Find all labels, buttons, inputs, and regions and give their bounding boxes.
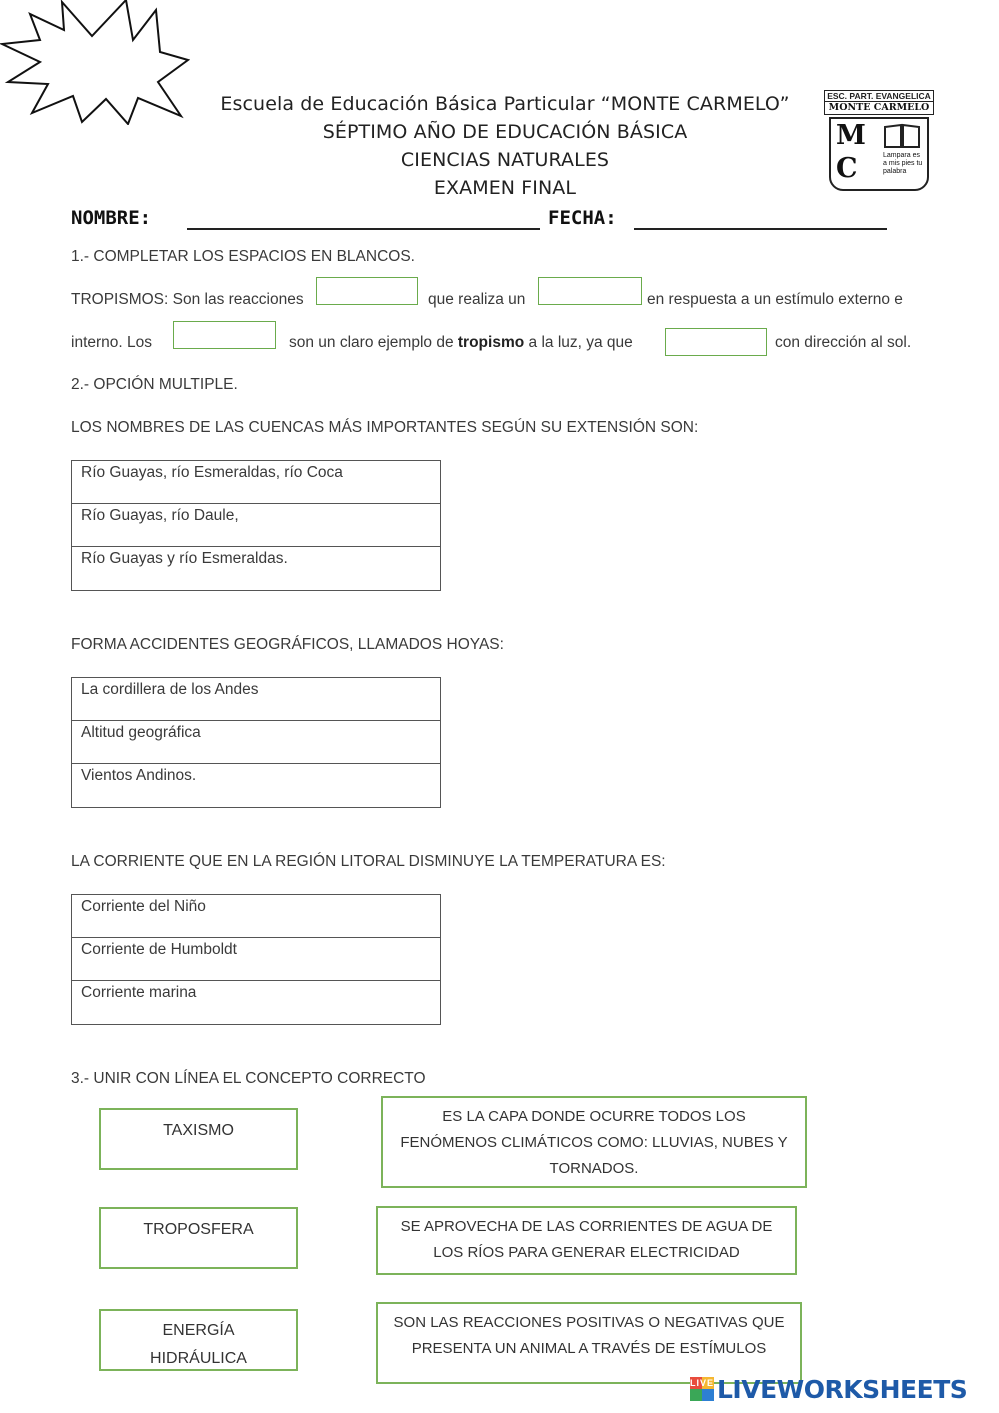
answer-input-4[interactable]: [665, 328, 767, 356]
exam-title: EXAMEN FINAL: [433, 177, 577, 199]
question1-option-2[interactable]: Río Guayas, río Daule,: [72, 504, 440, 547]
question3-option-2[interactable]: Corriente de Humboldt: [72, 938, 440, 981]
date-field[interactable]: [634, 228, 887, 230]
question2-option-2[interactable]: Altitud geográfica: [72, 721, 440, 764]
question2-prompt: FORMA ACCIDENTES GEOGRÁFICOS, LLAMADOS HOYAS:: [71, 636, 504, 653]
grade-title: SÉPTIMO AÑO DE EDUCACIÓN BÁSICA: [322, 121, 688, 143]
school-name: Escuela de Educación Básica Particular “MONTE CARMELO”: [220, 93, 790, 115]
question1-options: [71, 460, 441, 591]
name-label: NOMBRE:: [71, 207, 152, 229]
question2-options: [71, 677, 441, 808]
logo-top-text: ESC. PART. EVANGELICA: [824, 90, 934, 101]
concept-taxismo[interactable]: TAXISMO: [99, 1108, 298, 1170]
book-icon: [883, 123, 921, 149]
tropismos-text-6: con dirección al sol.: [775, 334, 912, 351]
question3-option-3[interactable]: Corriente marina: [81, 984, 197, 1001]
name-field[interactable]: [187, 228, 540, 230]
section3-title: 3.- UNIR CON LÍNEA EL CONCEPTO CORRECTO: [71, 1070, 426, 1087]
tropismos-text-3: en respuesta a un estímulo externo e: [647, 291, 903, 308]
question1-option-3[interactable]: Río Guayas y río Esmeraldas.: [81, 550, 288, 567]
subject-title: CIENCIAS NATURALES: [400, 149, 610, 171]
liveworksheets-brand: LIVEWORKSHEETS: [717, 1375, 968, 1404]
answer-input-2[interactable]: [538, 277, 642, 305]
concept-troposfera[interactable]: TROPOSFERA: [99, 1207, 298, 1269]
date-label: FECHA:: [548, 207, 617, 229]
liveworksheets-icon-letters: LIVE: [690, 1378, 715, 1388]
answer-input-3[interactable]: [173, 321, 276, 349]
question3-options: [71, 894, 441, 1025]
logo-letters: MC: [836, 120, 866, 184]
question1-prompt: LOS NOMBRES DE LAS CUENCAS MÁS IMPORTANTES SEGÚN SU EXTENSIÓN SON:: [71, 419, 699, 436]
question1-option-1[interactable]: Río Guayas, río Esmeraldas, río Coca: [72, 461, 440, 504]
question3-option-1[interactable]: Corriente del Niño: [72, 895, 440, 938]
tropismos-text-5b: a la luz, ya que: [528, 334, 633, 351]
question2-option-3[interactable]: Vientos Andinos.: [81, 767, 197, 784]
section1-title: 1.- COMPLETAR LOS ESPACIOS EN BLANCOS.: [71, 248, 415, 265]
school-logo: [824, 90, 934, 188]
logo-motto: Lampara es a mis pies tu palabra: [883, 152, 923, 175]
tropismos-text-2: que realiza un: [428, 291, 526, 308]
tropismos-text-5a: son un claro ejemplo de: [289, 334, 454, 351]
tropismo-bold: tropismo: [457, 334, 525, 351]
tropismos-text-5: [289, 334, 633, 352]
definition-troposfera[interactable]: ES LA CAPA DONDE OCURRE TODOS LOS FENÓMENOS CLIMÁTICOS COMO: LLUVIAS, NUBES Y TORNADOS.: [381, 1096, 807, 1188]
section2-title: 2.- OPCIÓN MULTIPLE.: [71, 376, 238, 393]
logo-shield: [829, 117, 929, 191]
liveworksheets-watermark: [690, 1374, 995, 1406]
tropismos-text-4: interno. Los: [71, 334, 152, 351]
definition-taxismo[interactable]: SON LAS REACCIONES POSITIVAS O NEGATIVAS QUE PRESENTA UN ANIMAL A TRAVÉS DE ESTÍMULOS: [376, 1302, 802, 1384]
question3-prompt: LA CORRIENTE QUE EN LA REGIÓN LITORAL DISMINUYE LA TEMPERATURA ES:: [71, 853, 666, 870]
logo-name-text: MONTE CARMELO: [824, 101, 934, 115]
answer-input-1[interactable]: [316, 277, 418, 305]
question2-option-1[interactable]: La cordillera de los Andes: [72, 678, 440, 721]
concept-energia-hidraulica[interactable]: ENERGÍA HIDRÁULICA: [99, 1309, 298, 1371]
tropismos-text-1: TROPISMOS: Son las reacciones: [71, 291, 304, 308]
definition-energia-hidraulica[interactable]: SE APROVECHA DE LAS CORRIENTES DE AGUA DE LOS RÍOS PARA GENERAR ELECTRICIDAD: [376, 1206, 797, 1275]
